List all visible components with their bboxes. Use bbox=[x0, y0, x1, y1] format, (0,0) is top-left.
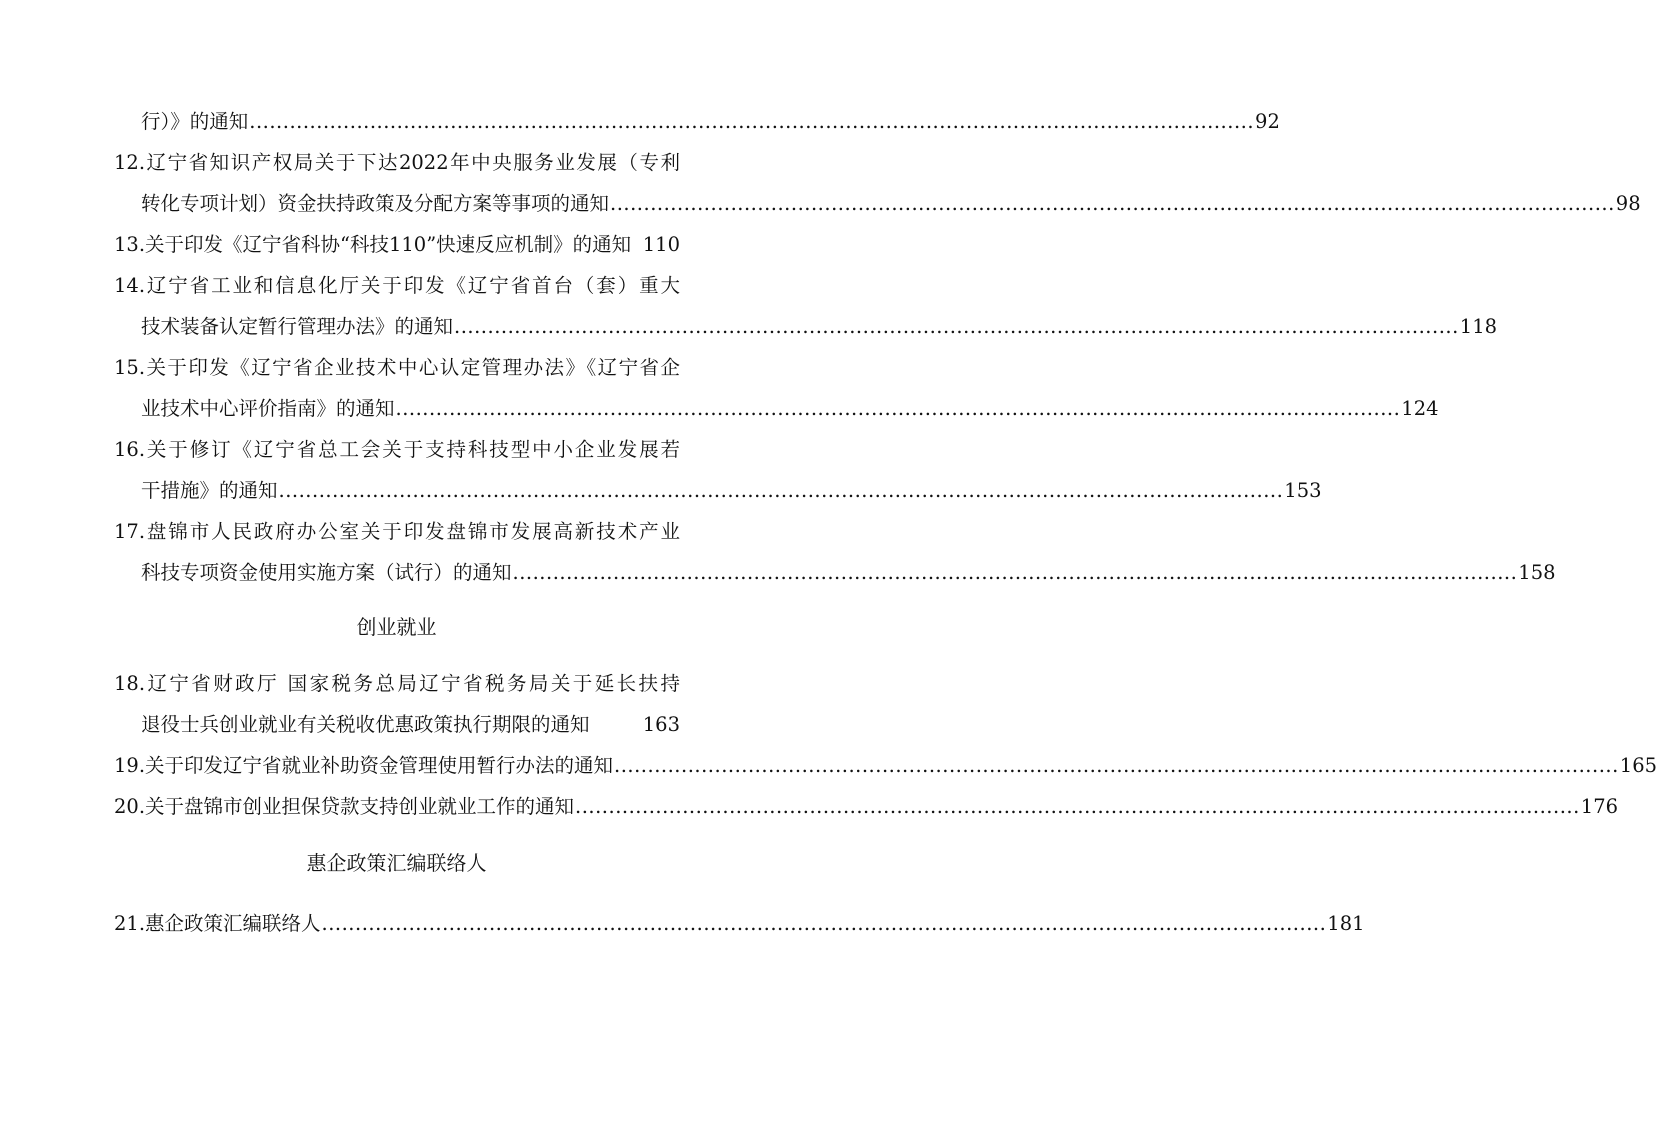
dot-leader: ...................................................................................................................................................... bbox=[610, 192, 1615, 215]
toc-entry-14-line-2: 技术装备认定暂行管理办法》的通知 ...................................................................................................................................................... 118 bbox=[0, 309, 680, 345]
toc-entry-15-line-2: 业技术中心评价指南》的通知 ...................................................................................................................................................... 124 bbox=[0, 391, 680, 427]
dot-leader: ...................................................................................................................................................... bbox=[575, 795, 1580, 818]
page-number: 118 bbox=[1459, 315, 1498, 338]
page-number: 110 bbox=[642, 233, 680, 256]
toc-entry-21: 21.惠企政策汇编联络人 ...................................................................................................................................................... 181 bbox=[0, 906, 680, 942]
dot-leader: ...................................................................................................................................................... bbox=[512, 561, 1518, 584]
page-number: 181 bbox=[1327, 912, 1365, 935]
dot-leader: ...................................................................................................................................................... bbox=[249, 110, 1255, 133]
section-heading-entrepreneurship: 创业就业 bbox=[356, 615, 437, 639]
dot-leader: ...................................................................................................................................................... bbox=[454, 315, 1459, 338]
toc-entry-17-line-2: 科技专项资金使用实施方案（试行）的通知 ...................................................................................................................................................... 158 bbox=[0, 555, 680, 591]
page-number: 176 bbox=[1580, 795, 1619, 818]
page-number: 92 bbox=[1255, 110, 1280, 133]
dot-leader: ...................................................................................................................................................... bbox=[395, 397, 1401, 420]
toc-entry-16-line-2: 干措施》的通知 ...................................................................................................................................................... 153 bbox=[0, 473, 680, 509]
toc-entry-20: 20.关于盘锦市创业担保贷款支持创业就业工作的通知 ...................................................................................................................................................... 176 bbox=[0, 789, 680, 825]
page-number: 158 bbox=[1518, 561, 1556, 584]
page-number: 153 bbox=[1284, 479, 1322, 502]
toc-entry-12-line-2: 转化专项计划）资金扶持政策及分配方案等事项的通知 ...................................................................................................................................................... 98 bbox=[0, 186, 680, 222]
page-number: 124 bbox=[1401, 397, 1439, 420]
page-number: 165 bbox=[1619, 754, 1657, 777]
page-number: 163 bbox=[642, 713, 680, 736]
dot-leader bbox=[591, 707, 642, 743]
toc-entry-18-line-2: 退役士兵创业就业有关税收优惠政策执行期限的通知 163 bbox=[0, 707, 680, 743]
toc-entry-17-line-1: 17.盘锦市人民政府办公室关于印发盘锦市发展高新技术产业 bbox=[114, 520, 680, 543]
dot-leader bbox=[632, 227, 642, 263]
page-number: 98 bbox=[1615, 192, 1641, 215]
toc-entry-13: 13.关于印发《辽宁省科协“科技110”快速反应机制》的通知 110 bbox=[0, 227, 680, 263]
dot-leader: ...................................................................................................................................................... bbox=[321, 912, 1327, 935]
toc-entry-14-line-1: 14.辽宁省工业和信息化厅关于印发《辽宁省首台（套）重大 bbox=[114, 274, 680, 297]
section-heading-contacts: 惠企政策汇编联络人 bbox=[306, 851, 487, 875]
dot-leader: ...................................................................................................................................................... bbox=[278, 479, 1284, 502]
dot-leader: ...................................................................................................................................................... bbox=[614, 754, 1619, 777]
toc-entry-19: 19.关于印发辽宁省就业补助资金管理使用暂行办法的通知 ...................................................................................................................................................... 165 bbox=[0, 748, 680, 784]
toc-entry-18-line-1: 18.辽宁省财政厅 国家税务总局辽宁省税务局关于延长扶持 bbox=[114, 672, 680, 695]
toc-entry-11-line-2: 行）》的通知 ...................................................................................................................................................... 92 bbox=[0, 104, 680, 140]
toc-entry-15-line-1: 15.关于印发《辽宁省企业技术中心认定管理办法》《辽宁省企 bbox=[114, 356, 680, 379]
toc-entry-12-line-1: 12.辽宁省知识产权局关于下达2022年中央服务业发展（专利 bbox=[114, 151, 680, 174]
toc-entry-16-line-1: 16.关于修订《辽宁省总工会关于支持科技型中小企业发展若 bbox=[114, 438, 680, 461]
